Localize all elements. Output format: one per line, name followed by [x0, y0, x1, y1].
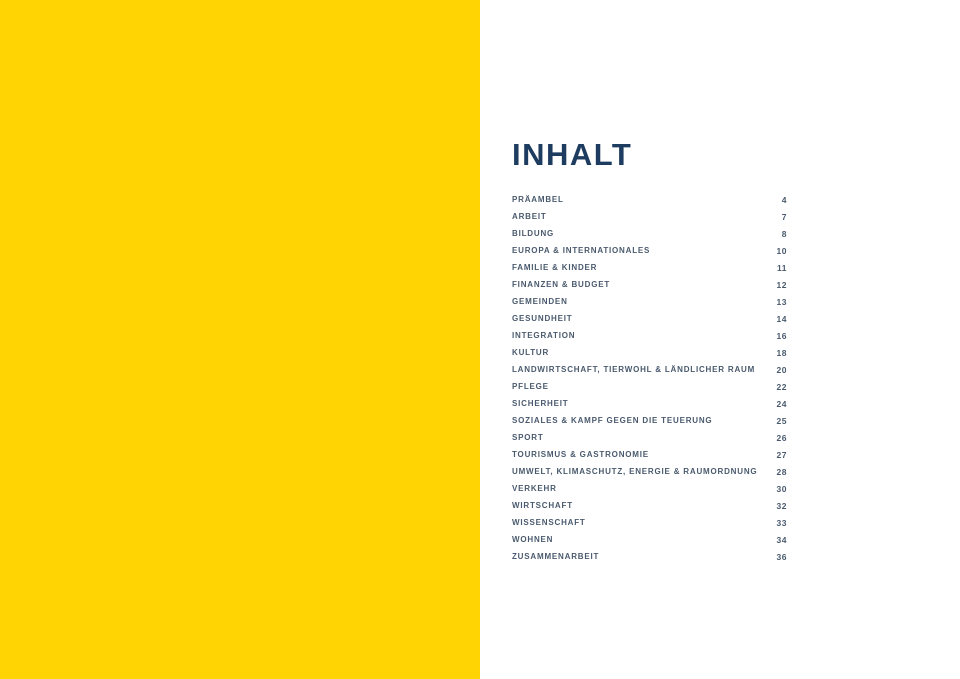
page-title: INHALT	[512, 137, 633, 172]
toc-entry[interactable]	[512, 395, 787, 412]
toc-entry-label: WOHNEN	[512, 535, 554, 544]
toc-entry[interactable]	[512, 361, 787, 378]
toc-content	[512, 139, 787, 565]
toc-entry[interactable]	[512, 293, 787, 310]
toc-entry[interactable]	[512, 514, 787, 531]
toc-entry-label: GESUNDHEIT	[512, 314, 573, 323]
toc-entry-page: 16	[776, 330, 787, 341]
toc-entry[interactable]	[512, 497, 787, 514]
toc-entry-page: 22	[776, 381, 787, 392]
toc-entry[interactable]	[512, 446, 787, 463]
toc-entry-page: 27	[776, 449, 787, 460]
toc-entry-label: EUROPA & INTERNATIONALES	[512, 246, 651, 255]
toc-entry-page: 11	[777, 262, 787, 273]
toc-entry-label: SOZIALES & KAMPF GEGEN DIE TEUERUNG	[512, 416, 713, 425]
toc-entry[interactable]	[512, 378, 787, 395]
toc-entry-page: 28	[776, 466, 787, 477]
toc-entry[interactable]	[512, 191, 787, 208]
toc-entry-page: 36	[776, 551, 787, 562]
toc-entry-label: SICHERHEIT	[512, 399, 569, 408]
toc-entry[interactable]	[512, 242, 787, 259]
toc-entry[interactable]	[512, 276, 787, 293]
toc-entry[interactable]	[512, 259, 787, 276]
toc-entry-label: INTEGRATION	[512, 331, 576, 340]
toc-entry[interactable]	[512, 531, 787, 548]
toc-entry-page: 20	[776, 364, 787, 375]
toc-list	[512, 191, 787, 565]
toc-entry-label: FAMILIE & KINDER	[512, 263, 598, 272]
toc-entry-page: 18	[776, 347, 787, 358]
toc-entry-label: VERKEHR	[512, 484, 557, 493]
toc-entry[interactable]	[512, 225, 787, 242]
toc-entry-label: TOURISMUS & GASTRONOMIE	[512, 450, 649, 459]
toc-entry-page: 8	[781, 228, 787, 239]
toc-entry-page: 14	[776, 313, 787, 324]
toc-entry-page: 10	[776, 245, 787, 256]
toc-entry-page: 13	[776, 296, 787, 307]
toc-entry-label: GEMEINDEN	[512, 297, 568, 306]
toc-entry-label: WISSENSCHAFT	[512, 518, 586, 527]
toc-entry-label: FINANZEN & BUDGET	[512, 280, 611, 289]
toc-entry-label: ZUSAMMENARBEIT	[512, 552, 600, 561]
toc-entry-label: BILDUNG	[512, 229, 555, 238]
toc-entry-page: 30	[776, 483, 787, 494]
toc-entry-page: 12	[776, 279, 787, 290]
toc-entry-label: PFLEGE	[512, 382, 549, 391]
toc-entry-page: 25	[776, 415, 787, 426]
toc-entry-label: KULTUR	[512, 348, 550, 357]
toc-entry-label: UMWELT, KLIMASCHUTZ, ENERGIE & RAUMORDNUNG	[512, 467, 758, 476]
toc-entry-label: SPORT	[512, 433, 544, 442]
toc-entry-label: PRÄAMBEL	[512, 195, 564, 204]
toc-entry-label: ARBEIT	[512, 212, 547, 221]
toc-entry-page: 32	[776, 500, 787, 511]
toc-entry-page: 24	[776, 398, 787, 409]
toc-entry-page: 26	[776, 432, 787, 443]
toc-entry[interactable]	[512, 480, 787, 497]
toc-entry-page: 7	[781, 211, 787, 222]
toc-entry[interactable]	[512, 208, 787, 225]
toc-entry[interactable]	[512, 463, 787, 480]
toc-entry-label: WIRTSCHAFT	[512, 501, 573, 510]
toc-entry-page: 34	[776, 534, 787, 545]
toc-entry-page: 33	[776, 517, 787, 528]
toc-entry[interactable]	[512, 310, 787, 327]
toc-entry[interactable]	[512, 327, 787, 344]
toc-entry[interactable]	[512, 548, 787, 565]
toc-entry[interactable]	[512, 429, 787, 446]
toc-entry-label: LANDWIRTSCHAFT, TIERWOHL & LÄNDLICHER RAUM	[512, 365, 756, 374]
toc-entry[interactable]	[512, 412, 787, 429]
toc-entry-page: 4	[781, 194, 787, 205]
toc-entry[interactable]	[512, 344, 787, 361]
